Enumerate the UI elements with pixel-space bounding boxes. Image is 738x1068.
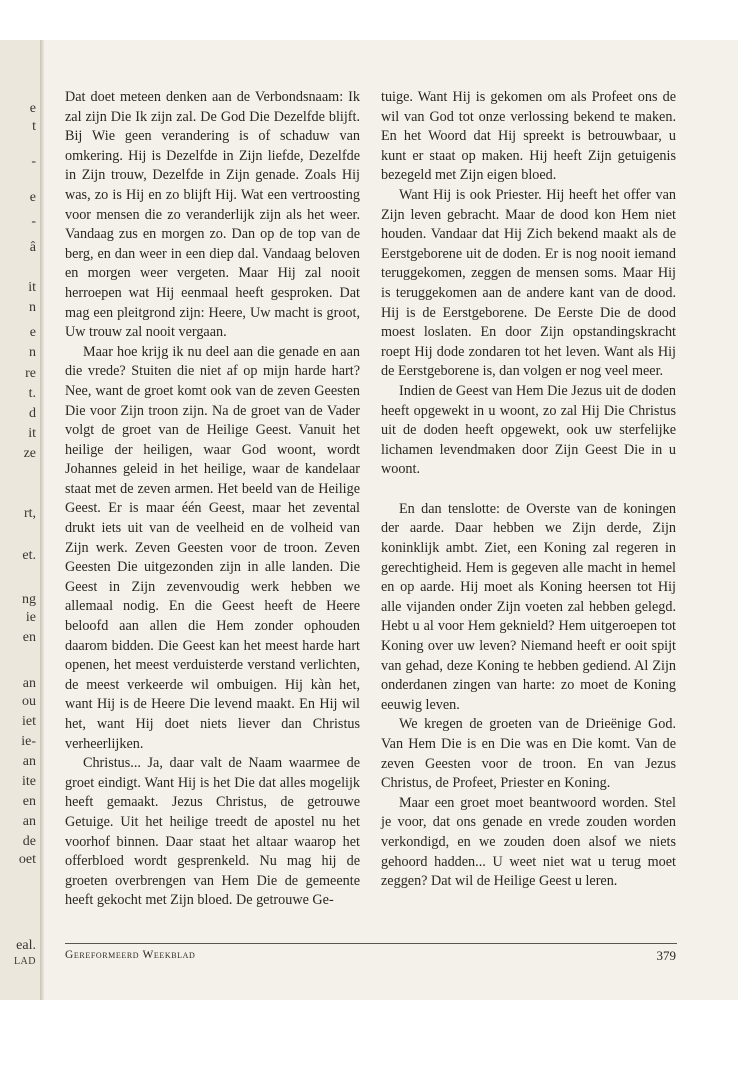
left-column [65,88,360,911]
adjacent-page-fragment: rt, [23,506,36,521]
adjacent-page-fragment: t [32,119,36,134]
adjacent-page-fragment: ou [22,694,36,709]
adjacent-page-fragment: an [22,676,36,691]
right-paragraph-4: En dan tenslotte: de Overste van de koningen der aarde. Daar hebben we Zijn derde, Zijn koninklijk ambt. Ziet, een Koning zal regeren in gerechtigheid. Hem is gegeven alle macht in hemel en op aarde. Hij moet als Koning heersen tot Hij alle vijanden onder Zijn voeten zal hebben gelegd. Hebt u al voor Hem geknield? Hem uitgeroepen tot Koning over uw leven? Niemand heeft er ooit spijt van gehad, deze Koning te hebben gediend. Al Zijn onderdanen zingen van harte: zo moet de Koning eeuwig leven. [381,500,676,713]
adjacent-page-fragment: d [29,406,36,421]
adjacent-page-fragment: ite [22,774,36,789]
adjacent-page-fragment: an [22,754,36,769]
left-paragraph-3: Christus... Ja, daar valt de Naam waarmee de groet eindigt. Want Hij is het Die dat alles mogelijk heeft gemaakt. Jezus Christus, de getrouwe Getuige. Uit het heilige treedt de apostel nu het voorhof binnen. Daar staat het altaar waarop het offerbloed wordt gesprenkeld. Nu mag hij de groeten overbrengen van Hem Die de gemeente heeft gekocht met Zijn bloed. De getrouwe Ge- [65,755,360,909]
adjacent-page-fragment: oet [18,852,36,867]
left-paragraph-1: Dat doet meteen denken aan de Verbondsnaam: Ik zal zijn Die Ik zijn zal. De God Die Dezelfde blijft. Bij Wie geen verandering is of schaduw van omkering. Hij is Dezelfde in Zijn liefde, Dezelfde in Zijn trouw, Dezelfde in Zijn genade. Zoals Hij was, zo is Hij en zo blijft Hij. Wat een vertroosting voor mensen die zo veranderlijk zijn als het weer. Vandaag zus en morgen zo. Dan op de top van de berg, en dan weer in een diep dal. Vandaag beloven en morgen weer vergeten. Maar Hij zal nooit herroepen wat Hij eenmaal heeft gesproken. Dat mag een pleitgrond zijn: Heere, Uw macht is groot, Uw trouw zal nooit vergaan. [65,89,360,341]
section-gap [381,480,676,500]
adjacent-page-fragment: an [22,814,36,829]
footer-rule [65,943,677,944]
adjacent-page-fragment: - [31,214,36,229]
adjacent-page-fragment: t. [28,386,36,401]
adjacent-page-fragment: iet [22,714,36,729]
adjacent-page-fragment: n [29,300,36,315]
adjacent-page-fragment: n [29,345,36,360]
right-paragraph-3: Indien de Geest van Hem Die Jezus uit de doden heeft opgewekt in u woont, zo zal Hij Die Christus uit de doden heeft opgewekt, ook uw sterfelijke lichamen levendmaken door Zijn Geest Die in u woont. [381,382,676,478]
adjacent-page-fragment: e [29,190,36,205]
adjacent-page-fragment: it [28,280,36,295]
right-paragraph-2: Want Hij is ook Priester. Hij heeft het offer van Zijn leven gebracht. Maar de dood kon Hem niet houden. Vandaar dat Hij Zich bekend maakt als de Eerstgeborene uit de doden. Er is nog nooit iemand teruggekomen, zeggen de mensen soms. Maar Hij is teruggekomen aan de andere kant van de dood. Hij is de Eerstgeborene. De Eerste Die de dood moest loslaten. En door Zijn opstandingskracht roept Hij dode zondaren tot het leven. Want als Hij de Eerstgeborene is, dan volgen er nog veel meer. [381,186,676,380]
right-paragraph-1: tuige. Want Hij is gekomen om als Profeet ons de wil van God tot onze verlossing bekend te maken. En het Woord dat Hij spreekt is betrouwbaar, u kunt er staat op maken. Hij heeft Zijn getuigenis bezegeld met Zijn eigen bloed. [381,89,676,184]
adjacent-page-fragment: ie [25,610,36,625]
adjacent-page-fragment: it [28,426,36,441]
page-number: 379 [656,948,676,963]
adjacent-page-fragment: - [31,154,36,169]
adjacent-page-fragment: â [29,240,36,255]
adjacent-page-fragment: e [29,101,36,116]
right-paragraph-6: Maar een groet moet beantwoord worden. Stel je voor, dat ons genade en vrede zouden worden verkondigd, en we zouden doen alsof we niets gehoord hadden... U weet niet wat u terug moet zeggen? Dat wil de Heilige Geest u leren. [381,794,676,890]
adjacent-page-fragment: eal. [16,938,36,953]
adjacent-page-fragment: re [25,366,36,381]
adjacent-page-fragment: ie- [21,734,36,749]
adjacent-page-fragment: e [29,325,36,340]
footer-publication: Gereformeerd Weekblad [65,949,196,961]
adjacent-page-fragment: en [22,630,36,645]
adjacent-page-fragment: ng [22,592,36,607]
left-paragraph-2: Maar hoe krijg ik nu deel aan die genade en aan die vrede? Stuiten die niet af op mijn harde hart? Nee, want de groet komt ook van de zeven Geesten Die voor Zijn troon zijn. Na de groet van de Vader volgt de groet van de Heilige Geest. Vanuit het heilige der heiligen, waar God woont, wordt Johannes geleid in het heilige, waar de kandelaar staat met de zeven armen. Het beeld van de Heilige Geest. Er is maar één Geest, maar het zevental drukt iets uit van de veelheid en de volheid van Zijn werk. Zeven Geesten voor de troon. Zeven Geesten Die uitgezonden zijn in alle landen. Die Geest in Zijn zevenvoudig werk hebben we allemaal nodig. En die Geest heeft de Heere beloofd aan allen die Hem zonder ophouden daarom bidden. Die Geest kan het meest harde hart openen, het meest verduisterde verstand verlichten, de meest verkeerde wil ombuigen. Hij kàn het, want Hij is de Heere Die levend maakt. En Hij wil het, want Hij doet niets liever dan Christus verheerlijken. [65,343,360,752]
adjacent-page-fragment: LAD [13,956,36,967]
adjacent-page-fragment: de [22,834,36,849]
right-column [381,88,676,892]
adjacent-page-fragment: et. [22,548,36,563]
adjacent-page-fragment: en [22,794,36,809]
right-paragraph-5: We kregen de groeten van de Drieënige God. Van Hem Die is en Die was en Die komt. Van de zeven Geesten voor de troon. En van Jezus Christus, de Profeet, Priester en Koning. [381,716,676,792]
document-page [44,40,738,1000]
adjacent-page-fragment: ze [23,446,36,461]
